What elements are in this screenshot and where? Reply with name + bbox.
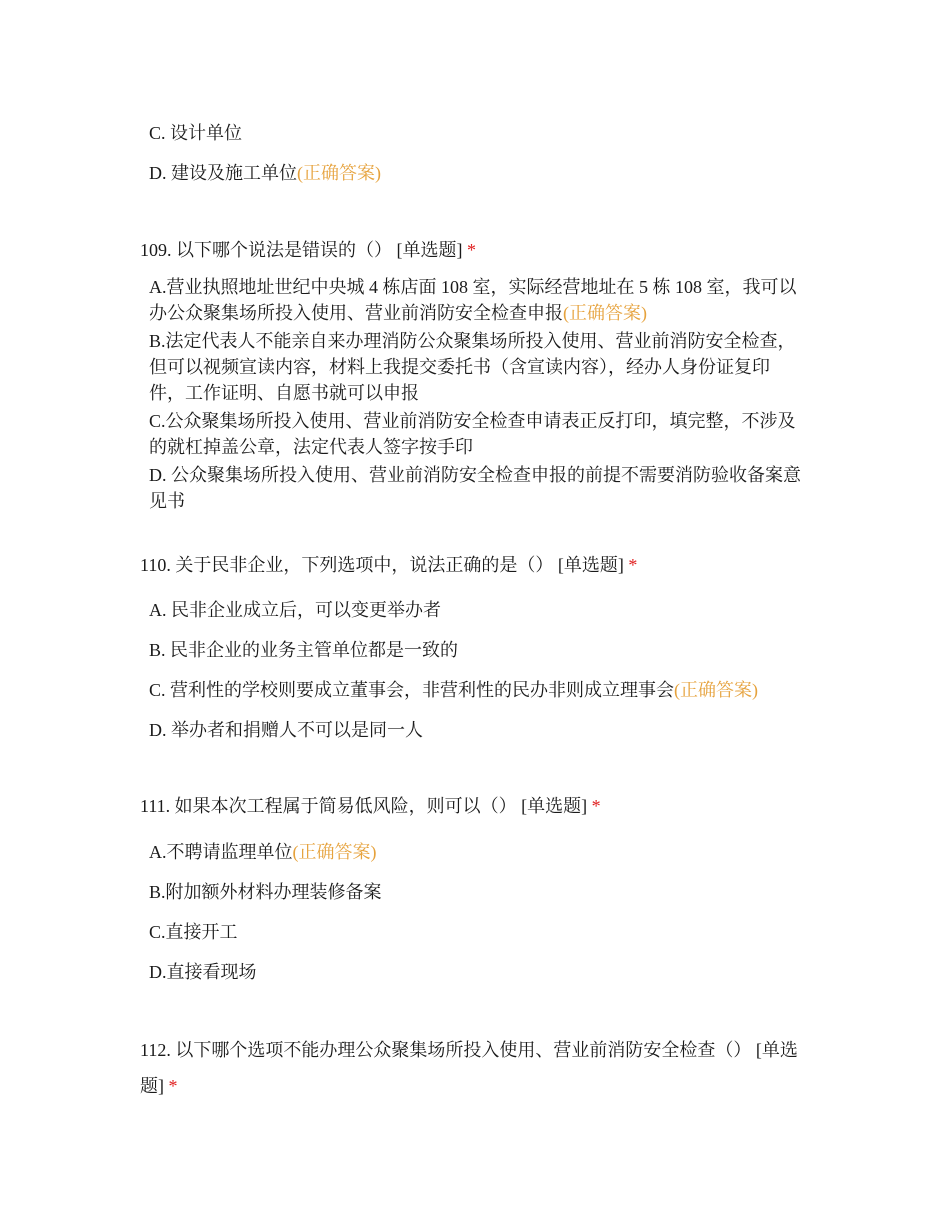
required-mark: * — [467, 240, 476, 260]
question-title: 112. 以下哪个选项不能办理公众聚集场所投入使用、营业前消防安全检查（） [单选题] * — [140, 1040, 798, 1096]
correct-answer-tag: (正确答案) — [563, 303, 647, 323]
option-list — [149, 274, 805, 514]
option-d: D. 公众聚集场所投入使用、营业前消防安全检查申报的前提不需要消防验收备案意见书 — [149, 465, 801, 511]
question-title: 111. 如果本次工程属于简易低风险，则可以（） [单选题] * — [140, 796, 601, 816]
option-list — [149, 839, 805, 985]
question-title: 110. 关于民非企业，下列选项中，说法正确的是（） [单选题] * — [140, 555, 638, 575]
required-mark: * — [168, 1076, 178, 1096]
question-110 — [140, 549, 805, 757]
option-c: C.直接开工 — [149, 922, 238, 942]
question-title: 109. 以下哪个说法是错误的（） [单选题] * — [140, 240, 476, 260]
option-c: C. 设计单位 — [149, 123, 243, 143]
question-111 — [140, 790, 805, 999]
option-b: B.附加额外材料办理装修备案 — [149, 882, 382, 902]
question-108-options — [140, 120, 805, 200]
option-b: B. 民非企业的业务主管单位都是一致的 — [149, 640, 459, 660]
option-c: C.公众聚集场所投入使用、营业前消防安全检查申请表正反打印，填完整，不涉及的就杠掉盖公章，法定代表人签字按手印 — [149, 411, 796, 457]
option-a: A.不聘请监理单位(正确答案) — [149, 842, 377, 862]
required-mark: * — [591, 796, 601, 816]
option-a: A.营业执照地址世纪中央城 4 栋店面 108 室，实际经营地址在 5 栋 108 室，我可以办公众聚集场所投入使用、营业前消防安全检查申报(正确答案) — [149, 277, 797, 323]
option-a: A. 民非企业成立后，可以变更举办者 — [149, 600, 441, 620]
option-d: D. 建设及施工单位(正确答案) — [149, 163, 381, 183]
correct-answer-tag: (正确答案) — [297, 163, 381, 183]
question-112 — [140, 1032, 805, 1104]
correct-answer-tag: (正确答案) — [292, 842, 377, 862]
correct-answer-tag: (正确答案) — [674, 680, 759, 700]
option-list — [149, 597, 805, 743]
option-c: C. 营利性的学校则要成立董事会，非营利性的民办非则成立理事会(正确答案) — [149, 680, 759, 700]
option-list — [149, 120, 805, 186]
question-109 — [140, 234, 805, 516]
option-b: B.法定代表人不能亲自来办理消防公众聚集场所投入使用、营业前消防安全检查，但可以视频宣读内容，材料上我提交委托书（含宣读内容），经办人身份证复印件，工作证明、自愿书就可以申报 — [149, 331, 796, 403]
required-mark: * — [628, 555, 638, 575]
option-d: D.直接看现场 — [149, 962, 257, 982]
option-d: D. 举办者和捐赠人不可以是同一人 — [149, 720, 423, 740]
